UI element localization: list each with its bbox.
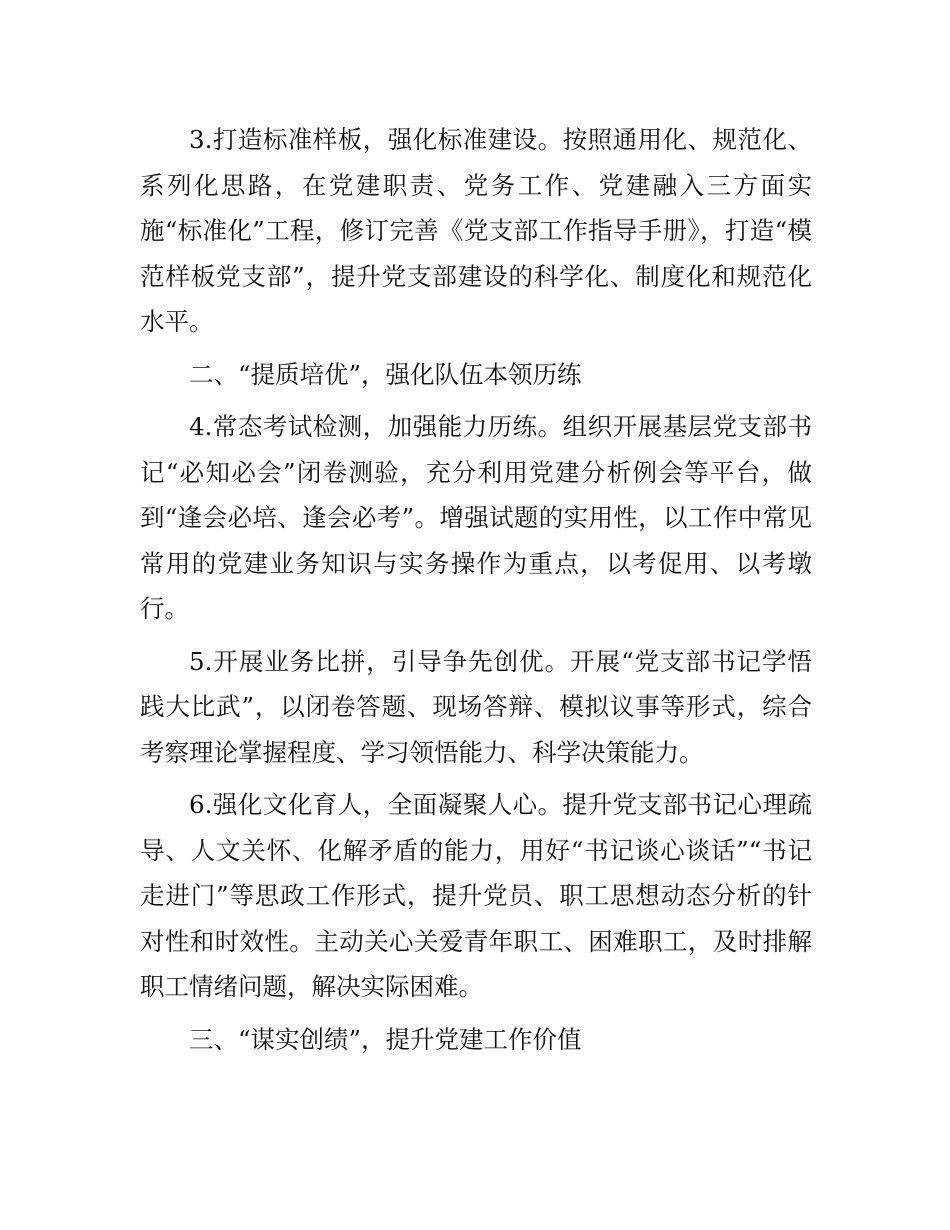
section-heading-3: 三、“谋实创绩”，提升党建工作价值	[189, 1024, 582, 1054]
paragraph-6-culture-education: 6.强化文化育人，全面凝聚人心。提升党支部书记心理疏导、人文关怀、化解矛盾的能力，用好“书记谈心谈话”“书记走进门”等思政工作形式，提升党员、职工思想动态分析的针对性和时效性。主动关心关爱青年职工、困难职工，及时排解职工情绪问题，解决实际困难。	[140, 790, 812, 1001]
section-heading-2: 二、“提质培优”，强化队伍本领历练	[189, 359, 582, 389]
paragraph-4-exam-testing: 4.常态考试检测，加强能力历练。组织开展基层党支部书记“必知必会”闭卷测验，充分利用党建分析例会等平台，做到“逢会必培、逢会必考”。增强试题的实用性，以工作中常见常用的党建业务知识与实务操作为重点，以考促用、以考墩行。	[140, 412, 812, 623]
paragraph-5-business-competition: 5.开展业务比拼，引导争先创优。开展“党支部书记学悟践大比武”，以闭卷答题、现场答辩、模拟议事等形式，综合考察理论掌握程度、学习领悟能力、科学决策能力。	[140, 646, 812, 767]
document-page	[140, 117, 812, 1069]
paragraph-3-standard-templates: 3.打造标准样板，强化标准建设。按照通用化、规范化、系列化思路，在党建职责、党务工作、党建融入三方面实施“标准化”工程，修订完善《党支部工作指导手册》，打造“模范样板党支部”，提升党支部建设的科学化、制度化和规范化水平。	[140, 125, 812, 336]
